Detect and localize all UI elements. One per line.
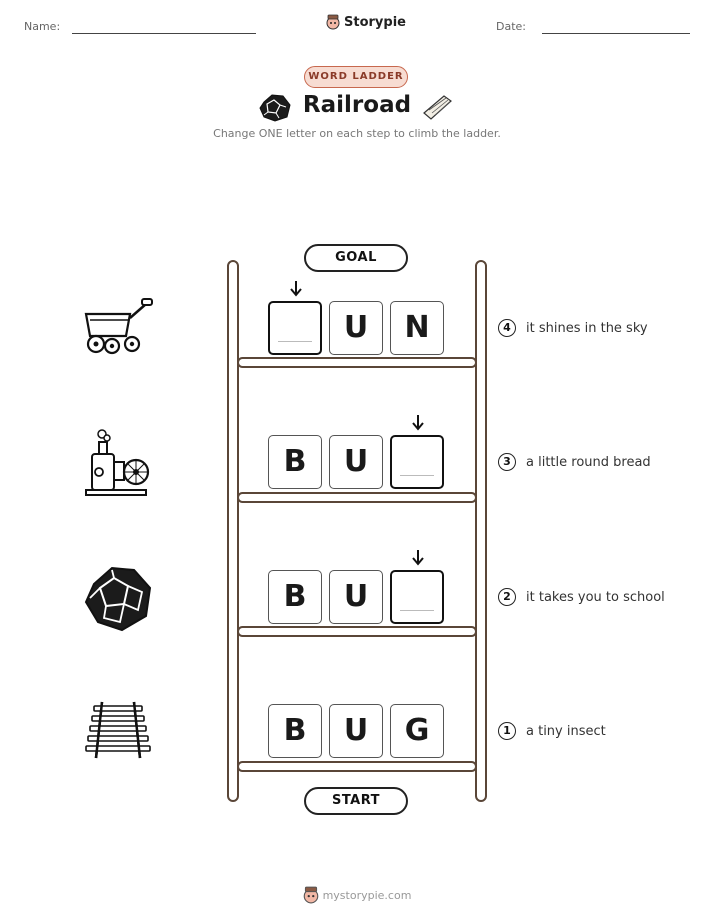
brand-logo	[326, 14, 406, 30]
clue-3	[498, 453, 651, 471]
clue-number: 3	[498, 453, 516, 471]
clue-number: 2	[498, 588, 516, 606]
coal-icon	[258, 92, 292, 122]
date-line[interactable]	[542, 33, 690, 34]
arrow-down-icon	[289, 280, 303, 298]
clue-number: 4	[498, 319, 516, 337]
date-label: Date:	[496, 20, 526, 33]
instructions: Change ONE letter on each step to climb the ladder.	[213, 127, 501, 140]
name-label: Name:	[24, 20, 61, 33]
footer-url[interactable]: mystorypie.com	[322, 888, 412, 902]
steam-engine-icon	[82, 428, 154, 498]
name-line[interactable]	[72, 33, 256, 34]
letter-box-blank[interactable]	[268, 301, 322, 355]
letter-box: U	[329, 570, 383, 624]
rail-plank-icon	[420, 93, 454, 121]
letter-box: B	[268, 435, 322, 489]
letter-box: G	[390, 704, 444, 758]
clue-4	[498, 319, 648, 337]
letter-box: U	[329, 301, 383, 355]
page-title: Railroad	[302, 92, 412, 118]
clue-2	[498, 588, 665, 606]
railroad-track-icon	[82, 700, 154, 760]
clue-number: 1	[498, 722, 516, 740]
clue-1	[498, 722, 606, 740]
clue-text: it shines in the sky	[526, 320, 648, 336]
clue-text: a little round bread	[526, 454, 651, 470]
start-label: START	[304, 787, 408, 815]
letter-box-blank[interactable]	[390, 435, 444, 489]
footer	[0, 886, 714, 904]
letter-box: B	[268, 570, 322, 624]
brand-name: Storypie	[344, 14, 406, 30]
word-ladder-badge: WORD LADDER	[304, 66, 408, 88]
letter-box: U	[329, 435, 383, 489]
clue-text: a tiny insect	[526, 723, 606, 739]
arrow-down-icon	[411, 549, 425, 567]
storypie-mascot-icon	[326, 14, 340, 30]
clue-text: it takes you to school	[526, 589, 665, 605]
coal-icon	[82, 562, 154, 634]
letter-box-blank[interactable]	[390, 570, 444, 624]
letter-box: B	[268, 704, 322, 758]
letter-box: N	[390, 301, 444, 355]
wagon-icon	[80, 296, 156, 358]
letter-box: U	[329, 704, 383, 758]
arrow-down-icon	[411, 414, 425, 432]
storypie-mascot-icon	[303, 886, 319, 904]
goal-label: GOAL	[304, 244, 408, 272]
